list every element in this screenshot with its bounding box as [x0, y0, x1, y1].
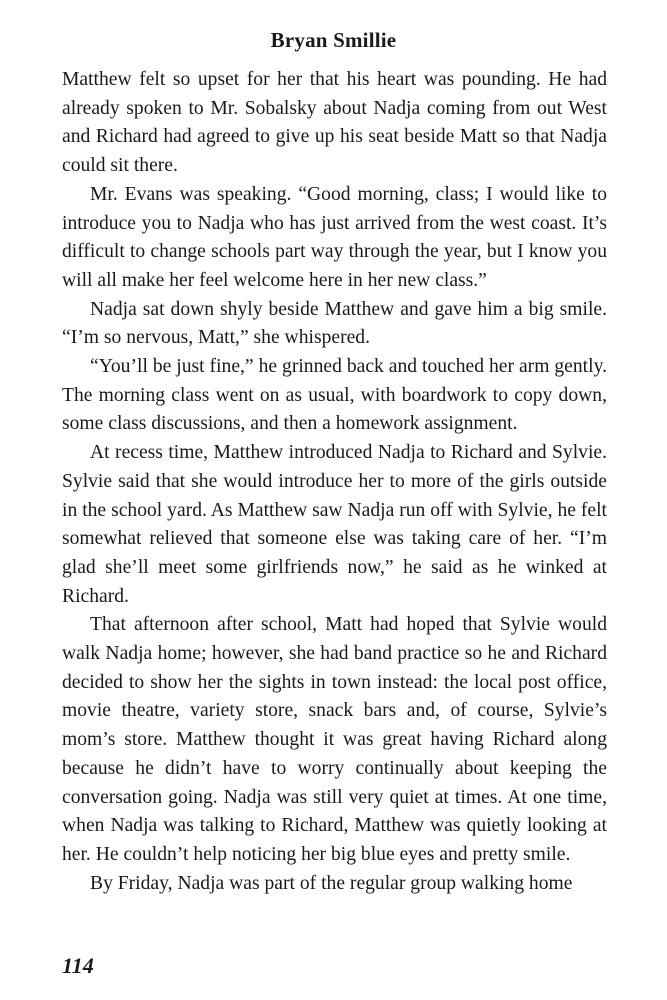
paragraph: At recess time, Matthew introduced Nadja to Richard and Sylvie. Sylvie said that she would introduce her to more of the girls outside in the school yard. As Matthew saw Nadja run off with Sylvie, he felt somewhat relieved that someone else was taking care of her. “I’m glad she’ll meet some girlfriends now,” he said as he winked at Richard.	[62, 442, 607, 607]
page-number: 114	[62, 953, 94, 978]
paragraph: Mr. Evans was speaking. “Good morning, class; I would like to introduce you to Nadja who has just arrived from the west coast. It’s difficult to change schools part way through the year, but I know you will all make her feel welcome here in her new class.”	[62, 183, 607, 291]
paragraph: By Friday, Nadja was part of the regular group walking home	[90, 872, 573, 894]
body-text	[62, 66, 607, 898]
paragraph: Nadja sat down shyly beside Matthew and gave him a big smile. “I’m so nervous, Matt,” she whispered.	[62, 298, 607, 349]
paragraph: That afternoon after school, Matt had hoped that Sylvie would walk Nadja home; however, she had band practice so he and Richard decided to show her the sights in town instead: the local post office, movie theatre, variety store, snack bars and, of course, Sylvie’s mom’s store. Matthew thought it was great having Richard along because he didn’t have to worry continually about keeping the conversation going. Nadja was still very quiet at times. At one time, when Nadja was talking to Richard, Matthew was quietly looking at her. He couldn’t help noticing her big blue eyes and pretty smile.	[62, 614, 607, 865]
paragraph: “You’ll be just fine,” he grinned back and touched her arm gently. The morning class went on as usual, with boardwork to copy down, some class discussions, and then a homework assignment.	[62, 356, 607, 435]
running-head: Bryan Smillie	[270, 28, 397, 52]
paragraph: Matthew felt so upset for her that his heart was pounding. He had already spoken to Mr. Sobalsky about Nadja coming from out West and Richard had agreed to give up his seat beside Matt so that Nadja could sit there.	[62, 69, 607, 177]
